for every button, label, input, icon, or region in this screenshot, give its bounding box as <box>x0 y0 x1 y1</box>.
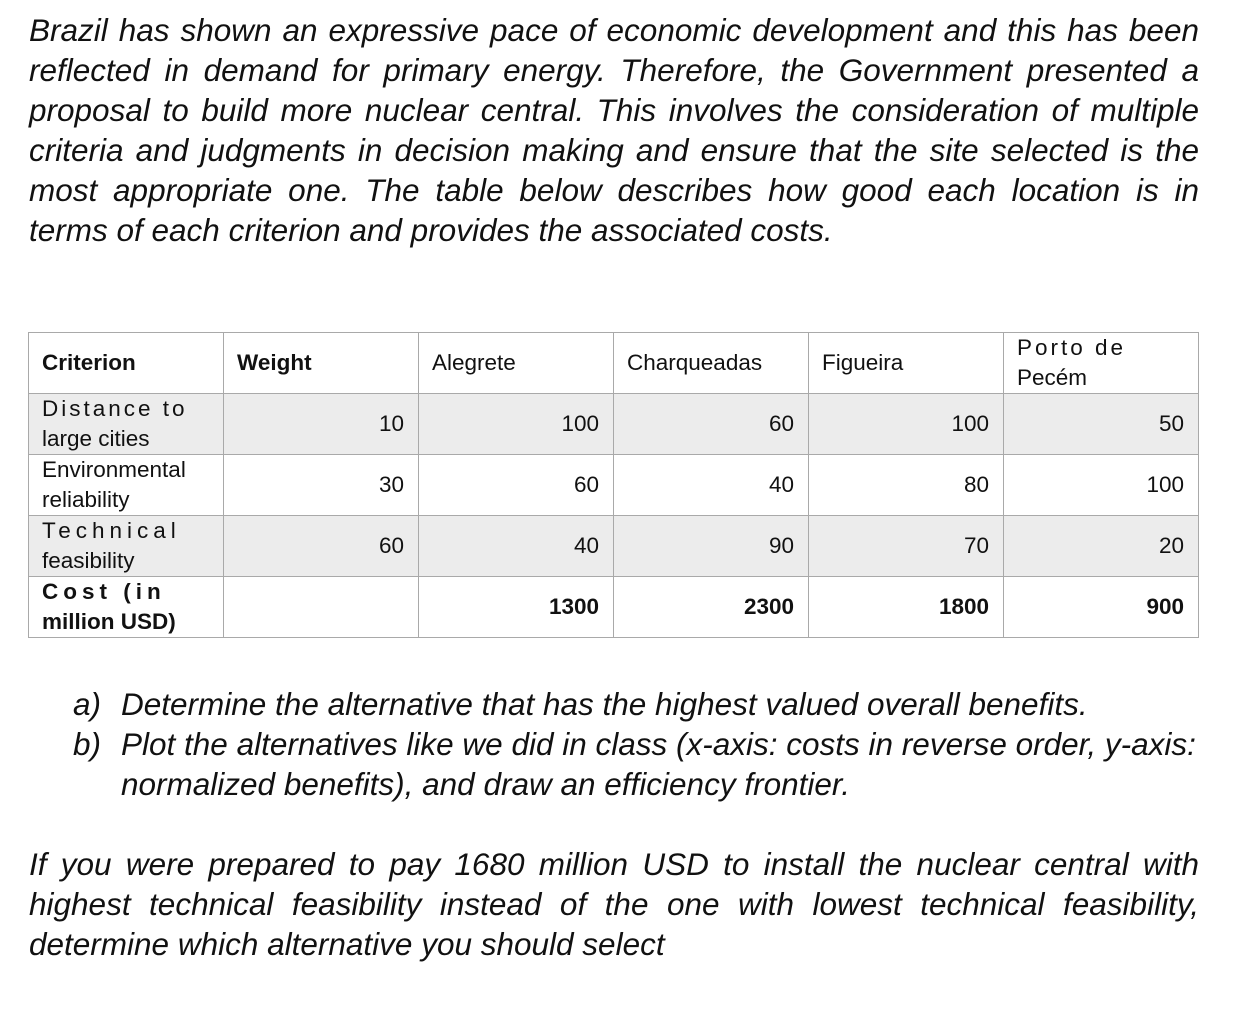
table-row <box>29 516 1199 577</box>
header-alegrete: Alegrete <box>419 333 614 394</box>
row-alegrete: 100 <box>419 394 614 455</box>
row-criterion <box>29 455 224 516</box>
row-criterion-line1: Cost (in <box>42 579 166 604</box>
closing-paragraph: If you were prepared to pay 1680 million USD to install the nuclear central with highest technical feasibility instead of the one with lowest technical feasibility, determine which alternative you should select <box>29 846 1199 962</box>
row-charqueadas: 60 <box>614 394 809 455</box>
row-porto-de-pecem: 50 <box>1004 394 1199 455</box>
header-criterion: Criterion <box>29 333 224 394</box>
header-charqueadas: Charqueadas <box>614 333 809 394</box>
row-porto-de-pecem: 20 <box>1004 516 1199 577</box>
table-row <box>29 394 1199 455</box>
row-criterion-line2: million USD) <box>42 609 176 634</box>
row-alegrete: 1300 <box>419 577 614 638</box>
question-item <box>73 724 1203 804</box>
question-marker: b) <box>73 726 102 762</box>
question-marker: a) <box>73 686 102 722</box>
row-criterion-line1: Environmental <box>42 457 186 482</box>
criteria-table <box>28 332 1199 638</box>
row-figueira: 100 <box>809 394 1004 455</box>
table-row <box>29 577 1199 638</box>
header-porto-de-pecem-line1: Porto de <box>1017 335 1127 360</box>
row-porto-de-pecem: 900 <box>1004 577 1199 638</box>
row-weight: 30 <box>224 455 419 516</box>
row-criterion-line1: Technical <box>42 518 181 543</box>
row-charqueadas: 90 <box>614 516 809 577</box>
row-criterion <box>29 516 224 577</box>
table-header-row <box>29 333 1199 394</box>
row-criterion <box>29 577 224 638</box>
row-criterion-line2: feasibility <box>42 548 135 573</box>
row-figueira: 80 <box>809 455 1004 516</box>
row-weight: 60 <box>224 516 419 577</box>
row-criterion-line2: large cities <box>42 426 150 451</box>
row-criterion-line1: Distance to <box>42 396 188 421</box>
row-figueira: 1800 <box>809 577 1004 638</box>
header-porto-de-pecem-line2: Pecém <box>1017 365 1088 390</box>
header-figueira: Figueira <box>809 333 1004 394</box>
row-charqueadas: 2300 <box>614 577 809 638</box>
row-weight: 10 <box>224 394 419 455</box>
row-alegrete: 40 <box>419 516 614 577</box>
question-text: Plot the alternatives like we did in class (x-axis: costs in reverse order, y-axis: normalized benefits), and draw an efficiency frontier. <box>121 726 1196 802</box>
header-porto-de-pecem <box>1004 333 1199 394</box>
question-list <box>73 684 1203 804</box>
row-weight <box>224 577 419 638</box>
header-weight: Weight <box>224 333 419 394</box>
table-row <box>29 455 1199 516</box>
question-text: Determine the alternative that has the highest valued overall benefits. <box>121 686 1088 722</box>
row-criterion <box>29 394 224 455</box>
row-charqueadas: 40 <box>614 455 809 516</box>
row-criterion-line2: reliability <box>42 487 130 512</box>
row-alegrete: 60 <box>419 455 614 516</box>
intro-paragraph: Brazil has shown an expressive pace of economic development and this has been reflected in demand for primary energy. Therefore, the Government presented a proposal to build more nuclear central. This involves the consideration of multiple criteria and judgments in decision making and ensure that the site selected is the most appropriate one. The table below describes how good each location is in terms of each criterion and provides the associated costs. <box>29 12 1199 248</box>
row-porto-de-pecem: 100 <box>1004 455 1199 516</box>
row-figueira: 70 <box>809 516 1004 577</box>
question-item <box>73 684 1203 724</box>
